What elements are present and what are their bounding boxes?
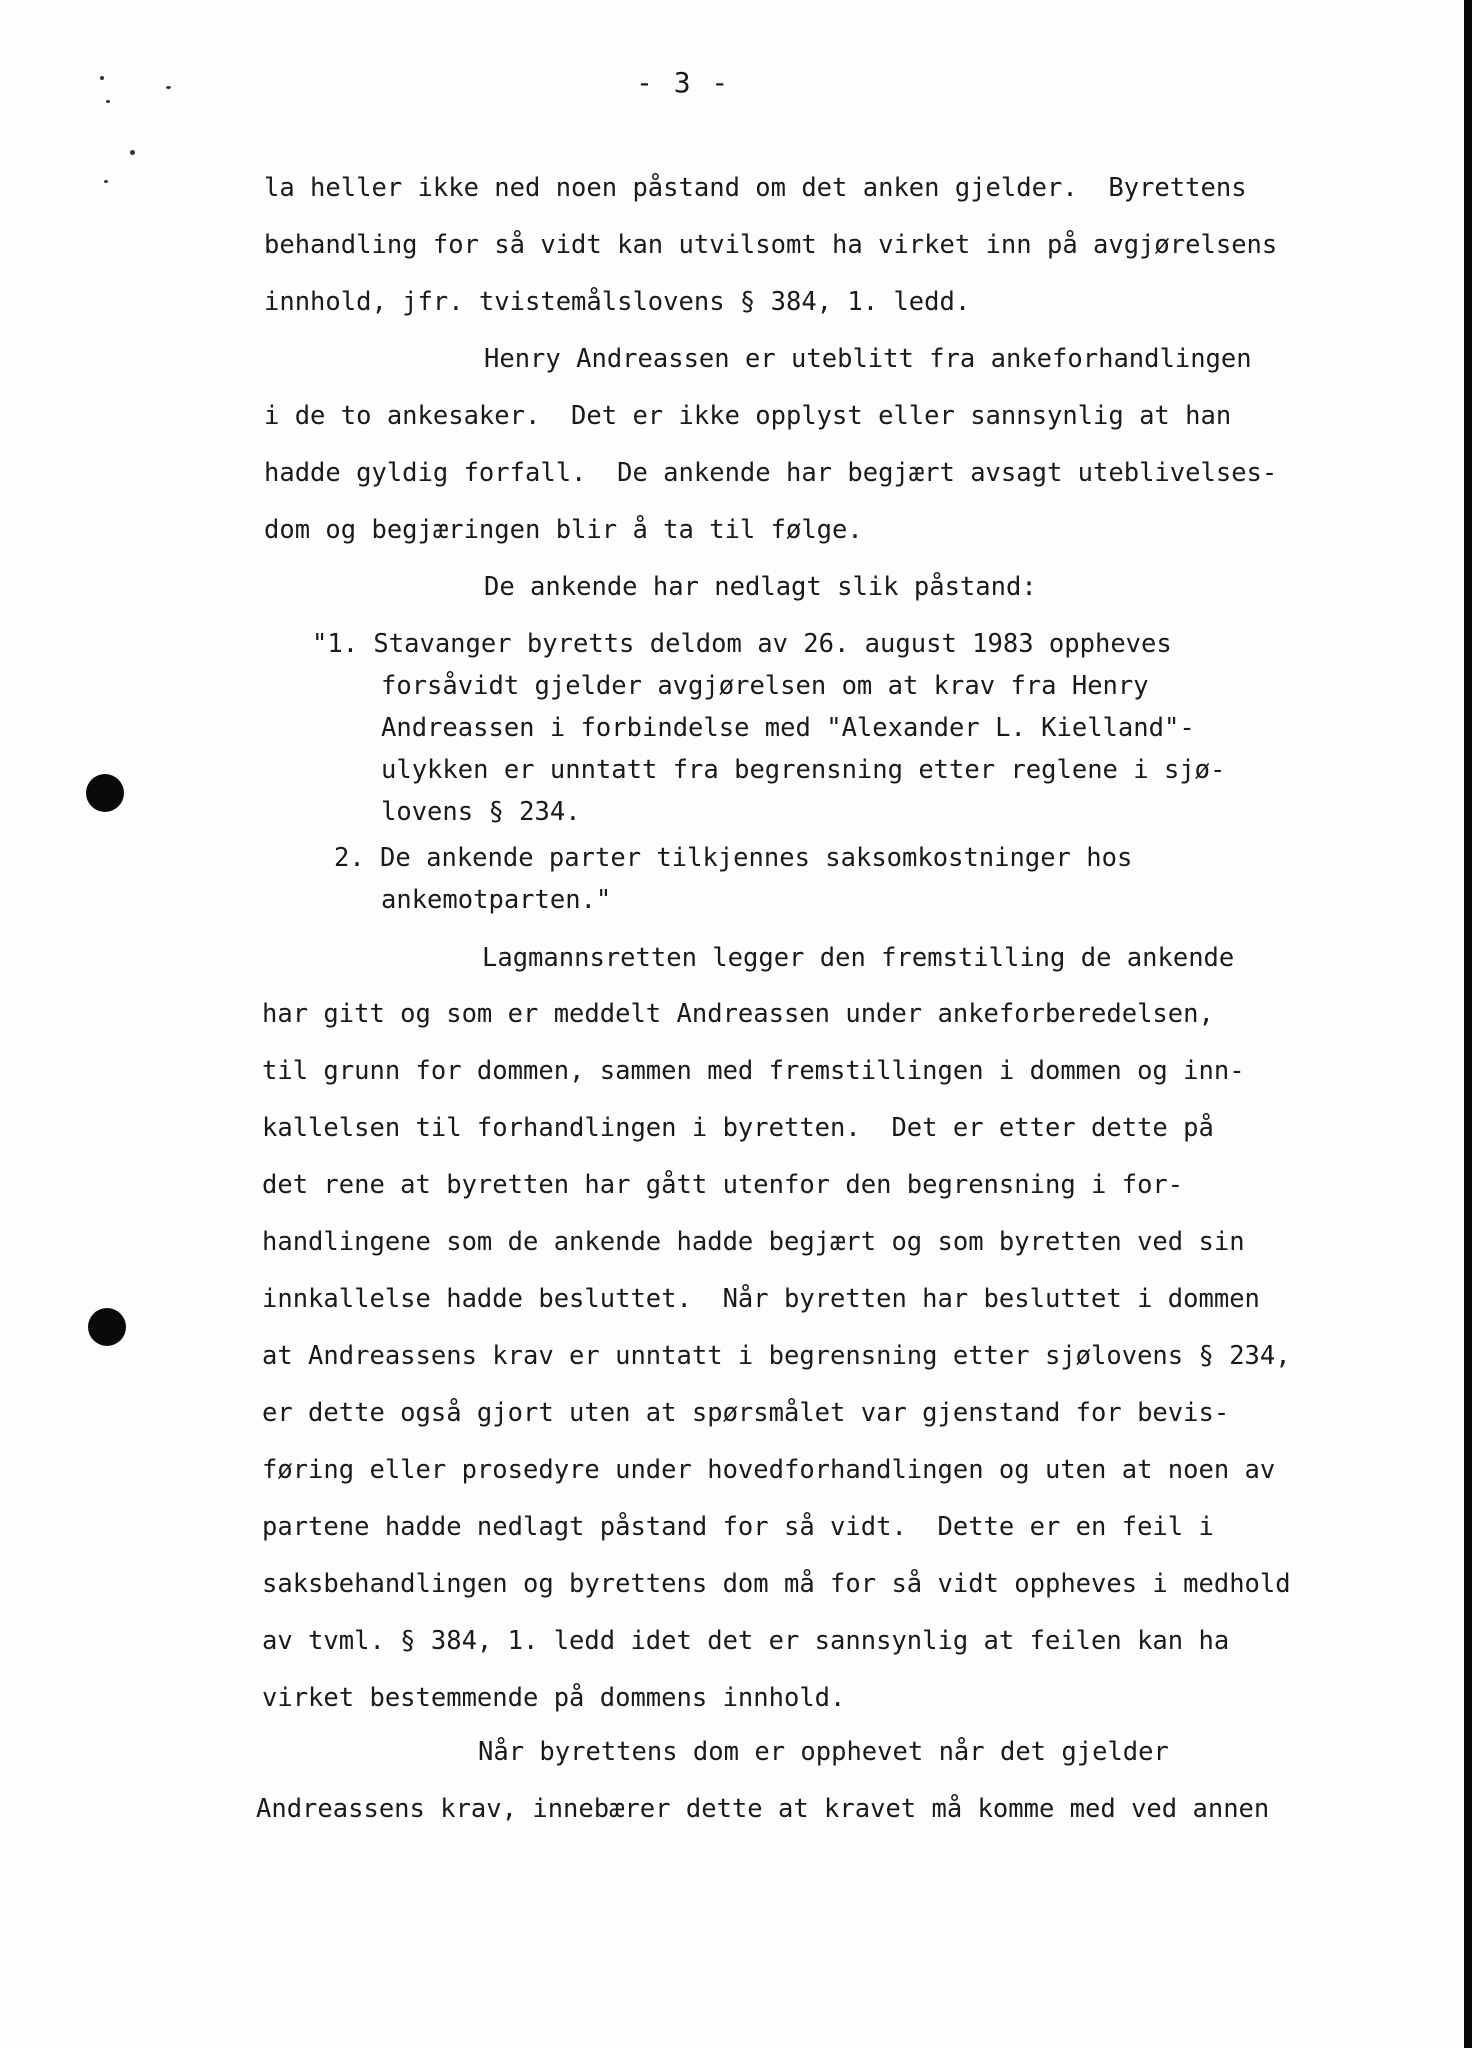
claim-line: 2. De ankende parter tilkjennes saksomkostninger hos bbox=[334, 843, 1133, 873]
claim-line: ankemotparten." bbox=[381, 885, 612, 915]
text-line: partene hadde nedlagt påstand for så vidt. Dette er en feil i bbox=[262, 1512, 1214, 1542]
text-line: at Andreassens krav er unntatt i begrensning etter sjølovens § 234, bbox=[262, 1341, 1291, 1371]
claim-line: "1. Stavanger byretts deldom av 26. august 1983 oppheves bbox=[312, 629, 1172, 659]
text-line: er dette også gjort uten at spørsmålet var gjenstand for bevis- bbox=[262, 1398, 1230, 1428]
text-line: innhold, jfr. tvistemålslovens § 384, 1. ledd. bbox=[264, 287, 971, 317]
scan-border bbox=[1464, 0, 1472, 2048]
claim-line: ulykken er unntatt fra begrensning etter reglene i sjø- bbox=[381, 755, 1226, 785]
claim-line: lovens § 234. bbox=[381, 797, 581, 827]
text-line: Andreassens krav, innebærer dette at kravet må komme med ved annen bbox=[256, 1794, 1270, 1824]
page-number: - 3 - bbox=[636, 66, 731, 99]
text-line: i de to ankesaker. Det er ikke opplyst eller sannsynlig at han bbox=[264, 401, 1232, 431]
scan-speck bbox=[100, 76, 104, 80]
claim-line: Andreassen i forbindelse med "Alexander L. Kielland"- bbox=[381, 713, 1195, 743]
text-line: behandling for så vidt kan utvilsomt ha virket inn på avgjørelsens bbox=[264, 230, 1278, 260]
scan-speck bbox=[106, 100, 110, 103]
text-line: Henry Andreassen er uteblitt fra ankeforhandlingen bbox=[484, 344, 1252, 374]
scan-speck bbox=[104, 180, 108, 183]
punch-hole bbox=[86, 774, 124, 812]
text-line: dom og begjæringen blir å ta til følge. bbox=[264, 515, 863, 545]
text-line: føring eller prosedyre under hovedforhandlingen og uten at noen av bbox=[262, 1455, 1276, 1485]
scan-speck bbox=[166, 86, 171, 89]
text-line: De ankende har nedlagt slik påstand: bbox=[484, 572, 1037, 602]
punch-hole bbox=[88, 1308, 126, 1346]
text-line: Lagmannsretten legger den fremstilling de ankende bbox=[482, 943, 1235, 973]
text-line: hadde gyldig forfall. De ankende har begjært avsagt uteblivelses- bbox=[264, 458, 1278, 488]
text-line: la heller ikke ned noen påstand om det anken gjelder. Byrettens bbox=[264, 173, 1247, 203]
text-line: handlingene som de ankende hadde begjært og som byretten ved sin bbox=[262, 1227, 1245, 1257]
text-line: av tvml. § 384, 1. ledd idet det er sannsynlig at feilen kan ha bbox=[262, 1626, 1230, 1656]
text-line: innkallelse hadde besluttet. Når byretten har besluttet i dommen bbox=[262, 1284, 1260, 1314]
text-line: det rene at byretten har gått utenfor den begrensning i for- bbox=[262, 1170, 1184, 1200]
text-line: til grunn for dommen, sammen med fremstillingen i dommen og inn- bbox=[262, 1056, 1245, 1086]
text-line: Når byrettens dom er opphevet når det gjelder bbox=[478, 1737, 1169, 1767]
claim-line: forsåvidt gjelder avgjørelsen om at krav fra Henry bbox=[381, 671, 1149, 701]
scan-speck bbox=[130, 150, 135, 155]
text-line: saksbehandlingen og byrettens dom må for så vidt oppheves i medhold bbox=[262, 1569, 1291, 1599]
text-line: virket bestemmende på dommens innhold. bbox=[262, 1683, 846, 1713]
text-line: kallelsen til forhandlingen i byretten. Det er etter dette på bbox=[262, 1113, 1214, 1143]
text-line: har gitt og som er meddelt Andreassen under ankeforberedelsen, bbox=[262, 999, 1214, 1029]
